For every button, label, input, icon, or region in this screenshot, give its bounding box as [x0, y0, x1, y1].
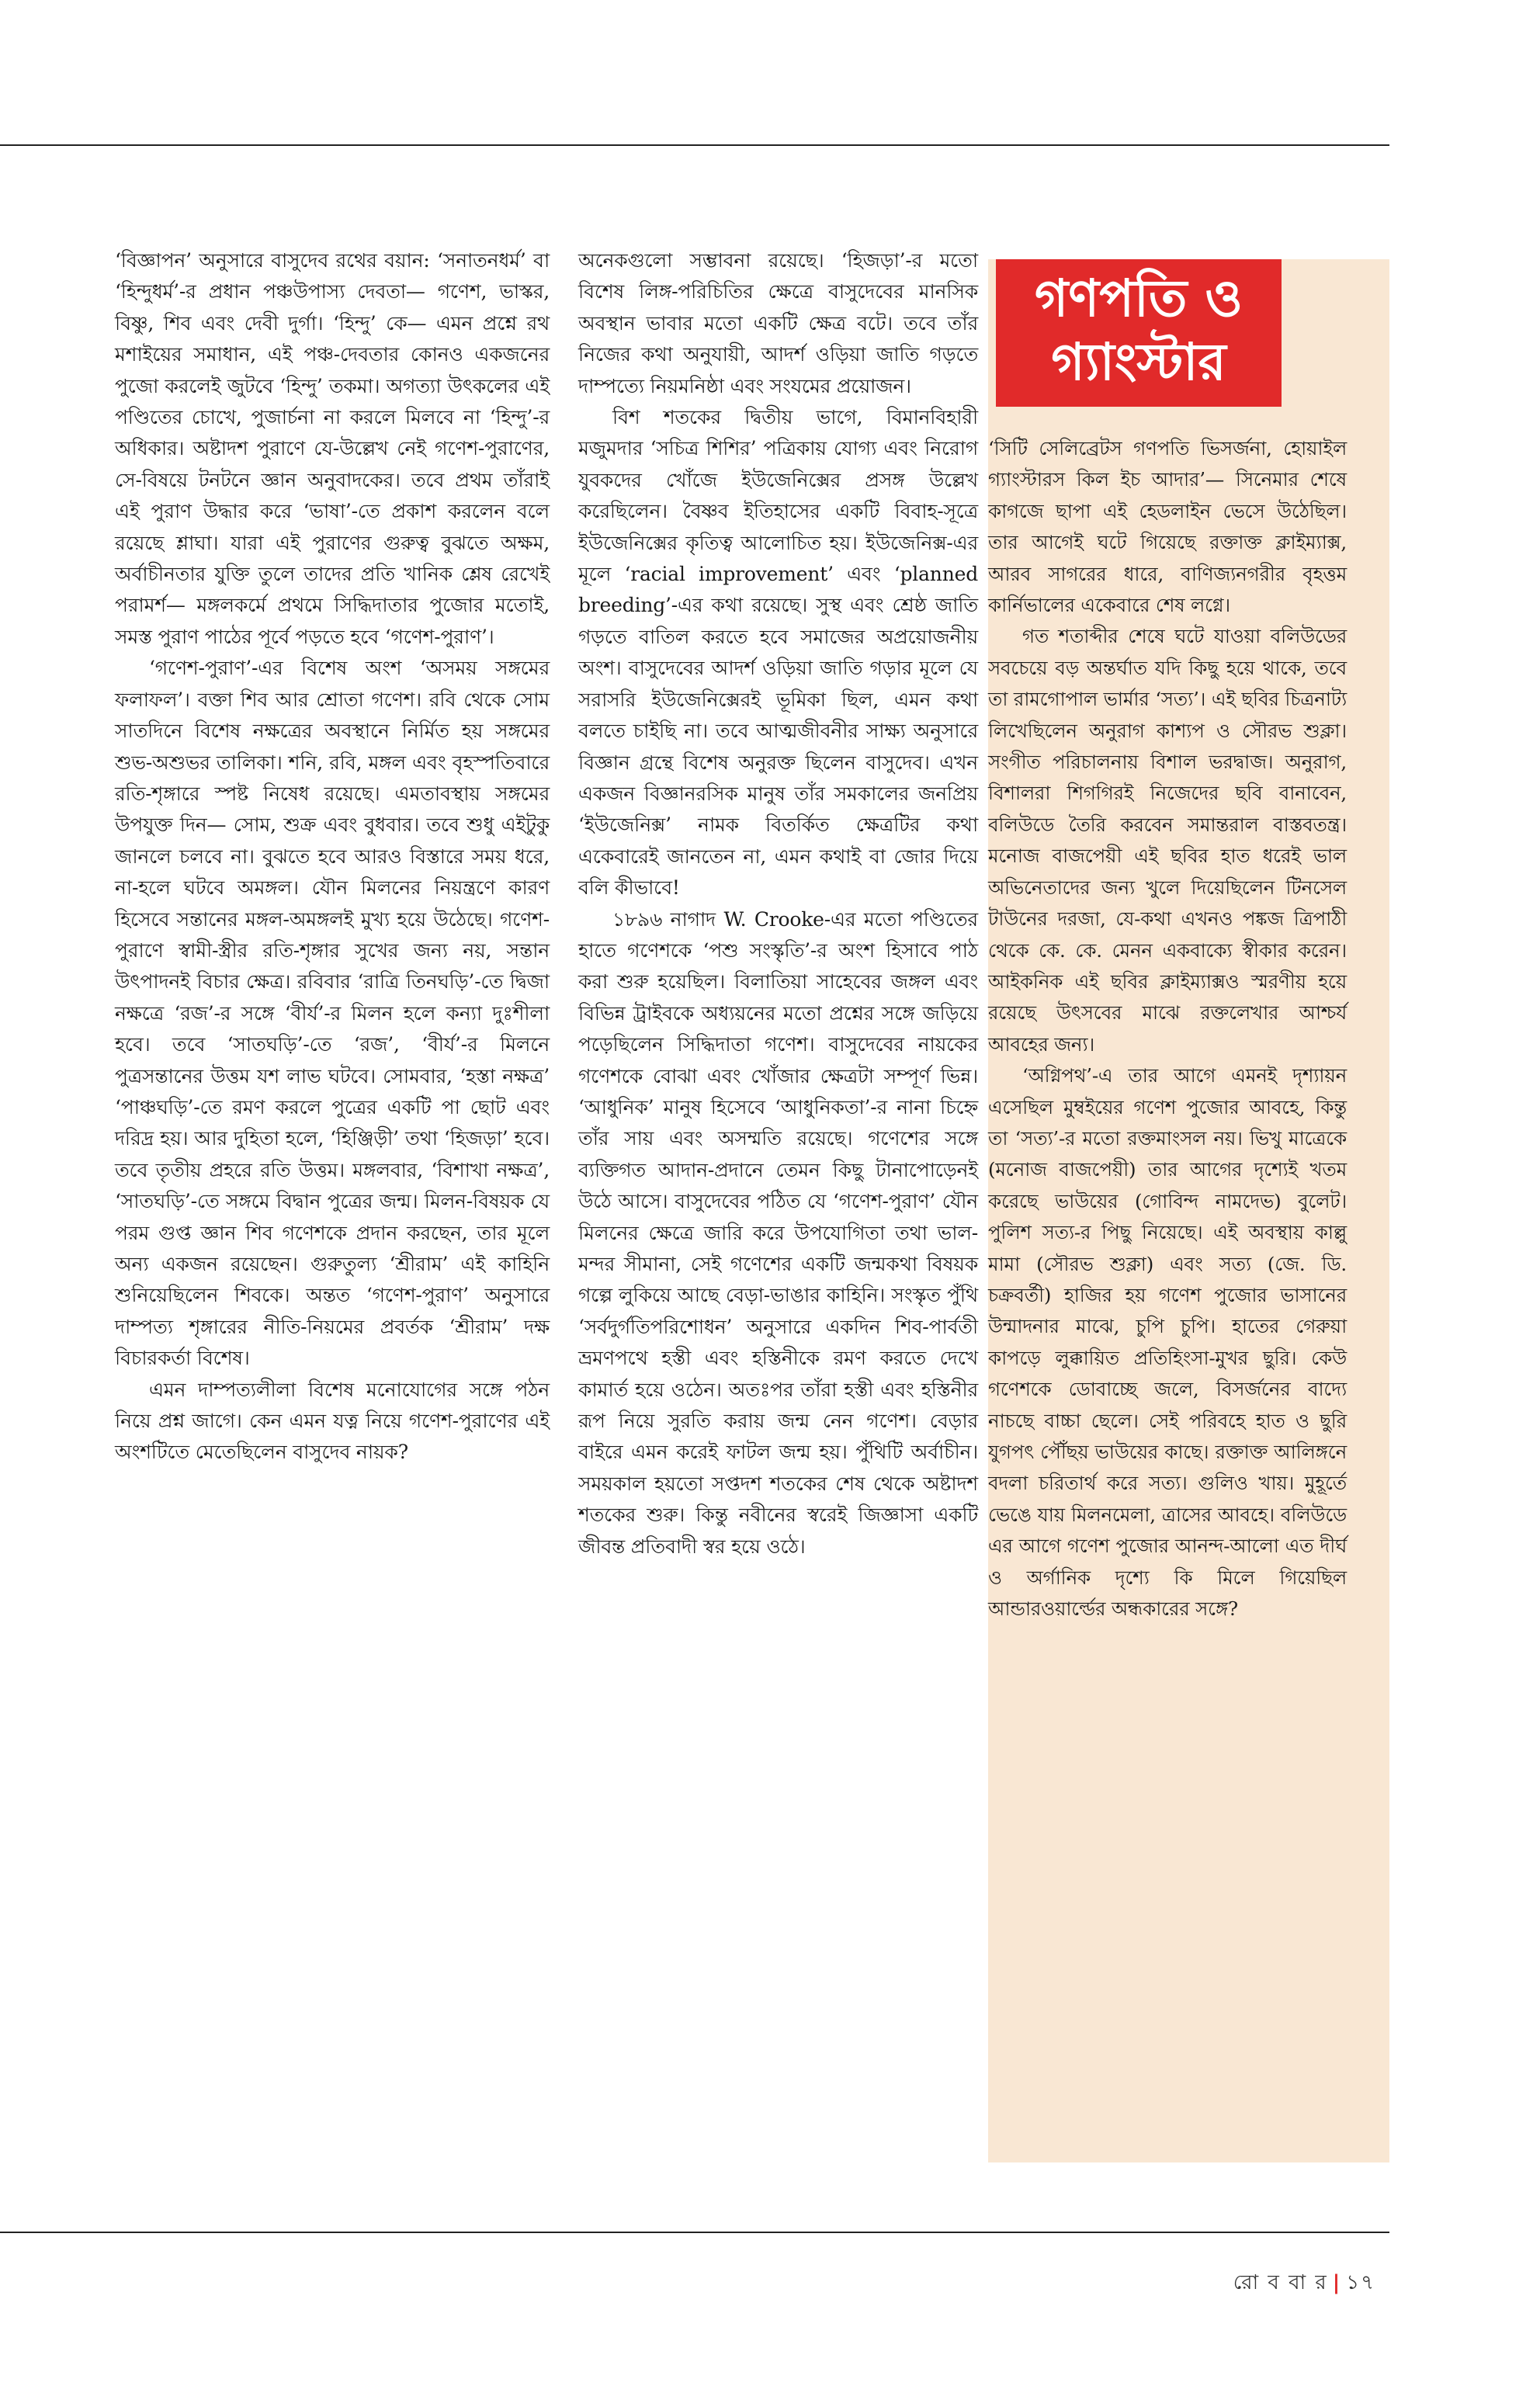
paragraph: ‘গণেশ-পুরাণ’-এর বিশেষ অংশ ‘অসময় সঙ্গমের ফলাফল’। বক্তা শিব আর শ্রোতা গণেশ। রবি থেকে সোম সাতদিনে বিশেষ নক্ষত্রের অবস্থানে নির্মিত হয় সঙ্গমের শুভ-অশুভর তালিকা। শনি, রবি, মঙ্গল এবং বৃহস্পতিবারে রতি-শৃঙ্গারে স্পষ্ট নিষেধ রয়েছে। এমতাবস্থায় সঙ্গমের উপযুক্ত দিন— সোম, শুক্র এবং বুধবার। তবে শুধু এইটুকু জানলে চলবে না। বুঝতে হবে আরও বিস্তারে সময় ধরে, না-হলে ঘটবে অমঙ্গল। যৌন মিলনের নিয়ন্ত্রণে কারণ হিসেবে সন্তানের মঙ্গল-অমঙ্গলই মুখ্য হয়ে উঠেছে। গণেশ-পুরাণে স্বামী-স্ত্রীর রতি-শৃঙ্গার সুখের জন্য নয়, সন্তান উৎপাদনই বিচার ক্ষেত্র। রবিবার ‘রাত্রি তিনঘড়ি’-তে দ্বিজা নক্ষত্রে ‘রজ’-র সঙ্গে ‘বীর্য’-র মিলন হলে কন্যা দুঃশীলা হবে। তবে ‘সাতঘড়ি’-তে ‘রজ’, ‘বীর্য’-র মিলনে পুত্রসন্তানের উত্তম যশ লাভ ঘটবে। সোমবার, ‘হস্তা নক্ষত্র’ ‘পাঞ্চঘড়ি’-তে রমণ করলে পুত্রের একটি পা ছোট এবং দরিদ্র হয়। আর দুহিতা হলে, ‘হিঞ্জিড়ী’ তথা ‘হিজড়া’ হবে। তবে তৃতীয় প্রহরে রতি উত্তম। মঙ্গলবার, ‘বিশাখা নক্ষত্র’, ‘সাতঘড়ি’-তে সঙ্গমে বিদ্বান পুত্রের জন্ম। মিলন-বিষয়ক যে পরম গুপ্ত জ্ঞান শিব গণেশকে প্রদান করছেন, তার মূলে অন্য একজন রয়েছেন। গুরুতুল্য ‘শ্রীরাম’ এই কাহিনি শুনিয়েছিলেন শিবকে। অন্তত ‘গণেশ-পুরাণ’ অনুসারে দাম্পত্য শৃঙ্গারের নীতি-নিয়মের প্রবর্তক ‘শ্রীরাম’ দক্ষ বিচারকর্তা বিশেষ। — [115, 657, 550, 1370]
sidebar-paragraph: ‘সিটি সেলিব্রেটস গণপতি ভিসর্জনা, হোয়াইল গ্যাংস্টারস কিল ইচ আদার’— সিনেমার শেষে কাগজে ছাপা এই হেডলাইন ভেসে উঠেছিল। তার আগেই ঘটে গিয়েছে রক্তাক্ত ক্লাইম্যাক্স, আরব সাগরের ধারে, বাণিজ্যনগরীর বৃহত্তম কার্নিভালের একেবারে শেষ লগ্নে। — [988, 437, 1347, 617]
sidebar-title — [996, 259, 1282, 407]
paragraph: ১৮৯৬ নাগাদ W. Crooke-এর মতো পণ্ডিতের হাতে গণেশকে ‘পশু সংস্কৃতি’-র অংশ হিসাবে পাঠ করা শুরু হয়েছিল। বিলাতিয়া সাহেবের জঙ্গল এবং বিভিন্ন ট্রাইবকে অধ্যয়নের মতো প্রশ্নের সঙ্গে জড়িয়ে পড়েছিলেন সিদ্ধিদাতা গণেশ। বাসুদেবের নায়কের গণেশকে বোঝা এবং খোঁজার ক্ষেত্রটা সম্পূর্ণ ভিন্ন। ‘আধুনিক’ মানুষ হিসেবে ‘আধুনিকতা’-র নানা চিহ্নে তাঁর সায় এবং অসম্মতি রয়েছে। গণেশের সঙ্গে ব্যক্তিগত আদান-প্রদানে তেমন কিছু টানাপোড়েনই উঠে আসে। বাসুদেবের পঠিত যে ‘গণেশ-পুরাণ’ যৌন মিলনের ক্ষেত্রে জারি করে উপযোগিতা তথা ভাল-মন্দর সীমানা, সেই গণেশের একটি জন্মকথা বিষয়ক গল্পে লুকিয়ে আছে বেড়া-ভাঙার কাহিনি। সংস্কৃত পুঁথি ‘সর্বদুর্গতিপরিশোধন’ অনুসারে একদিন শিব-পার্বতী ভ্রমণপথে হস্তী এবং হস্তিনীকে রমণ করতে দেখে কামার্ত হয়ে ওঠেন। অতঃপর তাঁরা হস্তী এবং হস্তিনীর রূপ নিয়ে সুরতি করায় জন্ম নেন গণেশ। বেড়ার বাইরে এমন করেই ফাটল জন্ম হয়। পুঁথিটি অর্বাচীন। সময়কাল হয়তো সপ্তদশ শতকের শেষ থেকে অষ্টাদশ শতকের শুরু। কিন্তু নবীনের স্বরেই জিজ্ঞাসা একটি জীবন্ত প্রতিবাদী স্বর হয়ে ওঠে। — [578, 907, 978, 1558]
paragraph: বিশ শতকের দ্বিতীয় ভাগে, বিমানবিহারী মজুমদার ‘সচিত্র শিশির’ পত্রিকায় যোগ্য এবং নিরোগ যুবকদের খোঁজে ইউজেনিক্সের প্রসঙ্গ উল্লেখ করেছিলেন। বৈষ্ণব ইতিহাসের একটি বিবাহ-সূত্রে ইউজেনিক্সের কৃতিত্ব আলোচিত হয়। ইউজেনিক্স-এর মূলে ‘racial improvement’ এবং ‘planned breeding’-এর কথা রয়েছে। সুস্থ এবং শ্রেষ্ঠ জাতি গড়তে বাতিল করতে হবে সমাজের অপ্রয়োজনীয় অংশ। বাসুদেবের আদর্শ ওড়িয়া জাতি গড়ার মূলে যে সরাসরি ইউজেনিক্সেরই ভূমিকা ছিল, এমন কথা বলতে চাইছি না। তবে আত্মজীবনীর সাক্ষ্য অনুসারে বিজ্ঞান গ্রন্থে বিশেষ অনুরক্ত ছিলেন বাসুদেব। এখন একজন বিজ্ঞানরসিক মানুষ তাঁর সমকালের জনপ্রিয় ‘ইউজেনিক্স’ নামক বিতর্কিত ক্ষেত্রটির কথা একেবারেই জানতেন না, এমন কথাই বা জোর দিয়ে বলি কীভাবে! — [578, 406, 978, 900]
footer-separator: | — [1332, 2271, 1342, 2294]
paragraph: ‘বিজ্ঞাপন’ অনুসারে বাসুদেব রথের বয়ান: ‘সনাতনধর্ম’ বা ‘হিন্দুধর্ম’-র প্রধান পঞ্চউপাস্য দেবতা— গণেশ, ভাস্কর, বিষ্ণু, শিব এবং দেবী দুর্গা। ‘হিন্দু’ কে— এমন প্রশ্নে রথ মশাইয়ের সমাধান, এই পঞ্চ-দেবতার কোনও একজনের পুজো করলেই জুটবে ‘হিন্দু’ তকমা। অগত্যা উৎকলের এই পণ্ডিতের চোখে, পুজার্চনা না করলে মিলবে না ‘হিন্দু’-র অধিকার। অষ্টাদশ পুরাণে যে-উল্লেখ নেই গণেশ-পুরাণের, সে-বিষয়ে টনটনে জ্ঞান অনুবাদকের। তবে প্রথম তাঁরাই এই পুরাণ উদ্ধার করে ‘ভাষা’-তে প্রকাশ করলেন বলে রয়েছে শ্লাঘা। যারা এই পুরাণের গুরুত্ব বুঝতে অক্ষম, অর্বাচীনতার যুক্তি তুলে তাদের প্রতি খানিক শ্লেষ রেখেই পরামর্শ— মঙ্গলকর্মে প্রথমে সিদ্ধিদাতার পুজোর মতোই, সমস্ত পুরাণ পাঠের পূর্বে পড়তে হবে ‘গণেশ-পুরাণ’। — [115, 249, 550, 648]
top-rule — [0, 144, 1389, 146]
page-footer — [1233, 2266, 1375, 2301]
paragraph: এমন দাম্পত্যলীলা বিশেষ মনোযোগের সঙ্গে পঠন নিয়ে প্রশ্ন জাগে। কেন এমন যত্ন নিয়ে গণেশ-পুরাণের এই অংশটিতে মেতেছিলেন বাসুদেব নায়ক? — [115, 1378, 550, 1464]
sidebar-paragraph: গত শতাব্দীর শেষে ঘটে যাওয়া বলিউডের সবচেয়ে বড় অন্তর্ঘাত যদি কিছু হয়ে থাকে, তবে তা রামগোপাল ভার্মার ‘সত্য’। এই ছবির চিত্রনাট্য লিখেছিলেন অনুরাগ কাশ্যপ ও সৌরভ শুক্লা। সংগীত পরিচালনায় বিশাল ভরদ্বাজ। অনুরাগ, বিশালরা শিগগিরই নিজেদের ছবি বানাবেন, বলিউডে তৈরি করবেন সমান্তরাল বাস্তবতন্ত্র। মনোজ বাজপেয়ী এই ছবির হাত ধরেই ভাল অভিনেতাদের জন্য খুলে দিয়েছিলেন টিনসেল টাউনের দরজা, যে-কথা এখনও পঙ্কজ ত্রিপাঠী থেকে কে. কে. মেনন একবাক্যে স্বীকার করেন। আইকনিক এই ছবির ক্লাইম্যাক্সও স্মরণীয় হয়ে রয়েছে উৎসবের মাঝে রক্তলেখার আশ্চর্য আবহের জন্য। — [988, 625, 1347, 1056]
magazine-name: রো ব বা র — [1233, 2271, 1328, 2294]
page-number: ১৭ — [1346, 2271, 1375, 2294]
paragraph: অনেকগুলো সম্ভাবনা রয়েছে। ‘হিজড়া’-র মতো বিশেষ লিঙ্গ-পরিচিতির ক্ষেত্রে বাসুদেবের মানসিক অবস্থান ভাবার মতো একটি ক্ষেত্র বটে। তবে তাঁর নিজের কথা অনুযায়ী, আদর্শ ওড়িয়া জাতি গড়তে দাম্পত্যে নিয়মনিষ্ঠা এবং সংযমের প্রয়োজন। — [578, 249, 978, 397]
bottom-rule — [0, 2232, 1389, 2233]
sidebar-title-line: গ্যাংস্টার — [1051, 332, 1226, 392]
sidebar-body — [988, 433, 1347, 1625]
article-column-1 — [115, 245, 550, 1469]
sidebar-paragraph: ‘অগ্নিপথ’-এ তার আগে এমনই দৃশ্যায়ন এসেছিল মুম্বইয়ের গণেশ পুজোর আবহে, কিন্তু তা ‘সত্য’-র মতো রক্তমাংসল নয়। ভিখু মাত্রেকে (মনোজ বাজপেয়ী) তার আগের দৃশ্যেই খতম করেছে ভাউয়ের (গোবিন্দ নামদেভ) বুলেট। পুলিশ সত্য-র পিছু নিয়েছে। এই অবস্থায় কাল্লু মামা (সৌরভ শুক্লা) এবং সত্য (জে. ডি. চক্রবর্তী) হাজির হয় গণেশ পুজোর ভাসানের উন্মাদনার মাঝে, চুপি চুপি। হাতের গেরুয়া কাপড়ে লুক্কায়িত প্রতিহিংসা-মুখর ছুরি। কেউ গণেশকে ডোবাচ্ছে জলে, বিসর্জনের বাদ্যে নাচছে বাচ্চা ছেলে। সেই পরিবহে হাত ও ছুরি যুগপৎ পৌঁছয় ভাউয়ের কাছে। রক্তাক্ত আলিঙ্গনে বদলা চরিতার্থ করে সত্য। গুলিও খায়। মুহূর্তে ভেঙে যায় মিলনমেলা, ত্রাসের আবহে। বলিউডে এর আগে গণেশ পুজোর আনন্দ-আলো এত দীর্ঘ ও অর্গানিক দৃশ্যে কি মিলে গিয়েছিল আন্ডারওয়ার্ল্ডের অন্ধকারের সঙ্গে? — [988, 1064, 1347, 1621]
sidebar-box — [988, 259, 1389, 2162]
article-column-2 — [578, 245, 978, 1562]
sidebar-title-line: গণপতি ও — [1035, 269, 1243, 328]
